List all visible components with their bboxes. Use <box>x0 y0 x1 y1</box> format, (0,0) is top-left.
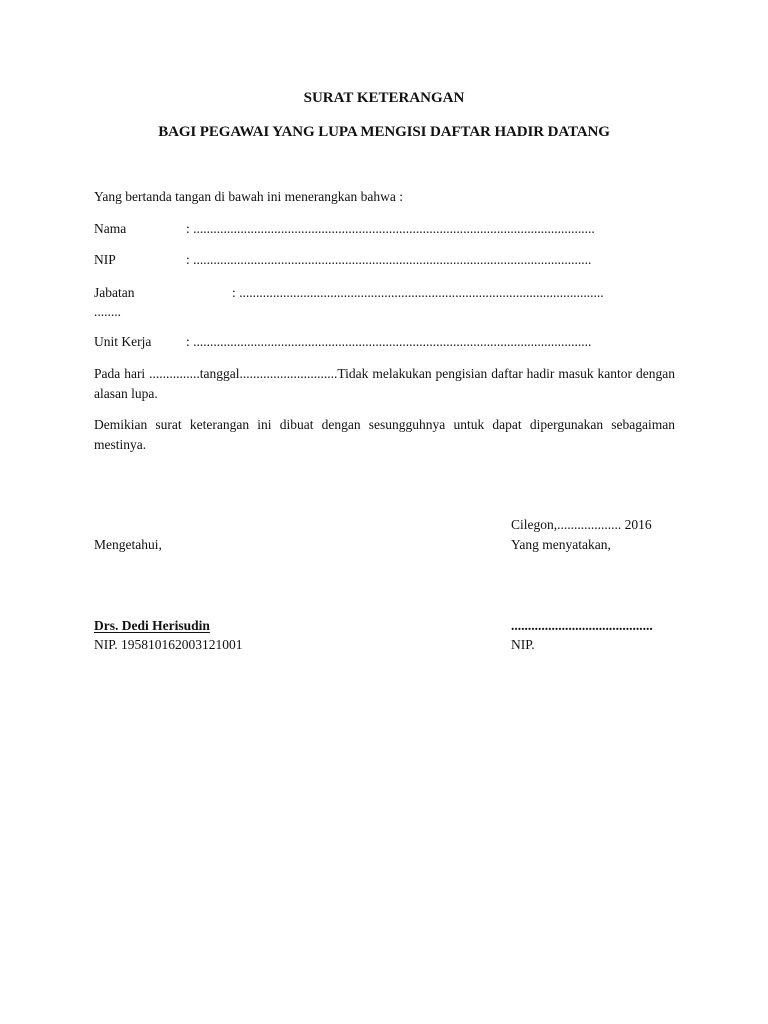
place-date: Cilegon,................... 2016 <box>511 517 652 532</box>
field-value-nama: : ....................................................................................................................... <box>186 221 595 236</box>
left-signatory-name: Drs. Dedi Herisudin <box>94 618 210 633</box>
left-signatory-nip: NIP. 195810162003121001 <box>94 637 243 652</box>
field-label-jabatan: Jabatan <box>94 285 135 300</box>
document-subtitle: BAGI PEGAWAI YANG LUPA MENGISI DAFTAR HADIR DATANG <box>158 124 610 140</box>
right-signatory-name-line: .......................................... <box>511 618 653 633</box>
field-value-unit-kerja: : ...................................................................................................................... <box>186 334 592 349</box>
right-signatory-nip: NIP. <box>511 637 535 652</box>
field-value-jabatan-continuation: ........ <box>94 304 121 319</box>
field-value-nip: : ...................................................................................................................... <box>186 252 592 267</box>
field-label-nama: Nama <box>94 221 127 236</box>
field-value-jabatan: : ............................................................................................................ <box>232 285 604 300</box>
closing-paragraph: Demikian surat keterangan ini dibuat dengan sesungguhnya untuk dapat dipergunakan sebagaiman mestinya. <box>94 417 675 452</box>
field-label-unit-kerja: Unit Kerja <box>94 334 152 349</box>
statement-paragraph: Pada hari ...............tanggal.............................Tidak melakukan pengisian daftar hadir masuk kantor dengan alasan lupa. <box>94 366 675 401</box>
document-title: SURAT KETERANGAN <box>303 90 465 106</box>
left-signature-heading: Mengetahui, <box>94 537 162 552</box>
field-label-nip: NIP <box>94 252 116 267</box>
right-signature-heading: Yang menyatakan, <box>511 537 611 552</box>
intro-text: Yang bertanda tangan di bawah ini menerangkan bahwa : <box>94 189 404 204</box>
